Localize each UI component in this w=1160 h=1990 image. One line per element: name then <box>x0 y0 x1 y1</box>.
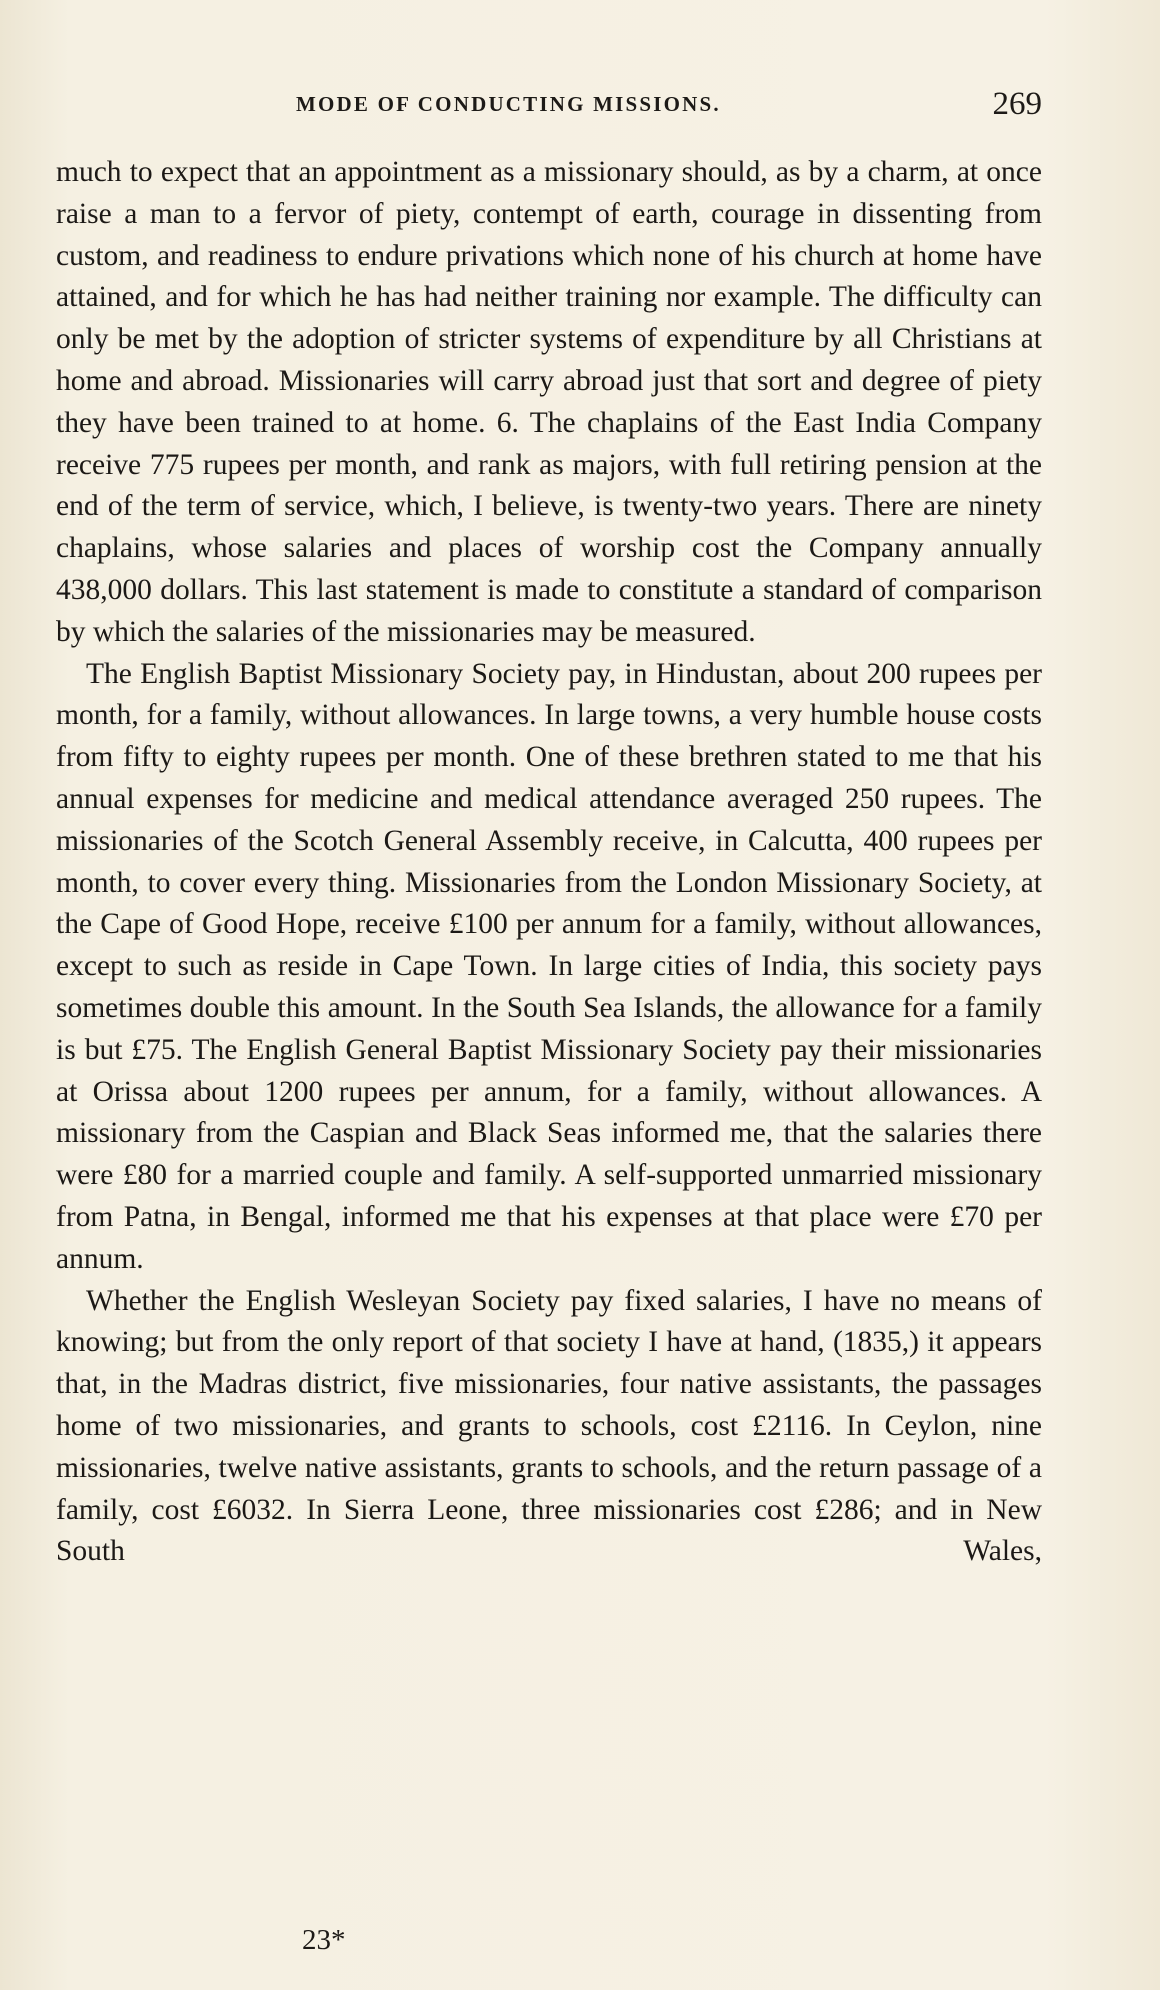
signature-mark: 23* <box>302 1924 346 1956</box>
page-header <box>56 86 1042 126</box>
body-text <box>56 152 1042 1573</box>
running-head: MODE OF CONDUCTING MISSIONS. <box>296 92 721 116</box>
page-number: 269 <box>992 86 1042 122</box>
paragraph-continuation: much to expect that an appointment as a missionary should, as by a charm, at once raise a man to a fervor of piety, contempt of earth, courage in dissenting from custom, and readiness to endure privations which none of his church at home have attained, and for which he has had neither training nor example. The difficulty can only be met by the adoption of stricter systems of expenditure by all Christians at home and abroad. Missionaries will carry abroad just that sort and degree of piety they have been trained to at home. 6. The chaplains of the East India Company receive 775 rupees per month, and rank as majors, with full retiring pension at the end of the term of service, which, I believe, is twenty-two years. There are ninety chaplains, whose salaries and places of worship cost the Company annually 438,000 dollars. This last statement is made to constitute a standard of comparison by which the salaries of the missionaries may be measured. <box>56 156 1042 648</box>
paragraph-wesleyan-society: Whether the English Wesleyan Society pay fixed salaries, I have no means of knowing; but from the only report of that society I have at hand, (1835,) it appears that, in the Madras district, five missionaries, four native assistants, the passages home of two missionaries, and grants to schools, cost £2116. In Ceylon, nine missionaries, twelve native assistants, grants to schools, and the return passage of a family, cost £6032. In Sierra Leone, three missionaries cost £286; and in New South Wales, <box>56 1284 1042 1568</box>
paragraph-baptist-society: The English Baptist Missionary Society pay, in Hindustan, about 200 rupees per month, for a family, without allowances. In large towns, a very humble house costs from fifty to eighty rupees per month. One of these brethren stated to me that his annual expenses for medicine and medical attendance averaged 250 rupees. The missionaries of the Scotch General Assembly receive, in Calcutta, 400 rupees per month, to cover every thing. Missionaries from the London Missionary Society, at the Cape of Good Hope, receive £100 per annum for a family, without allowances, except to such as reside in Cape Town. In large cities of India, this society pays sometimes double this amount. In the South Sea Islands, the allowance for a family is but £75. The English General Baptist Missionary Society pay their missionaries at Orissa about 1200 rupees per annum, for a family, without allowances. A missionary from the Caspian and Black Seas informed me, that the salaries there were £80 for a married couple and family. A self-supported unmarried missionary from Patna, in Bengal, informed me that his expenses at that place were £70 per annum. <box>56 657 1042 1275</box>
